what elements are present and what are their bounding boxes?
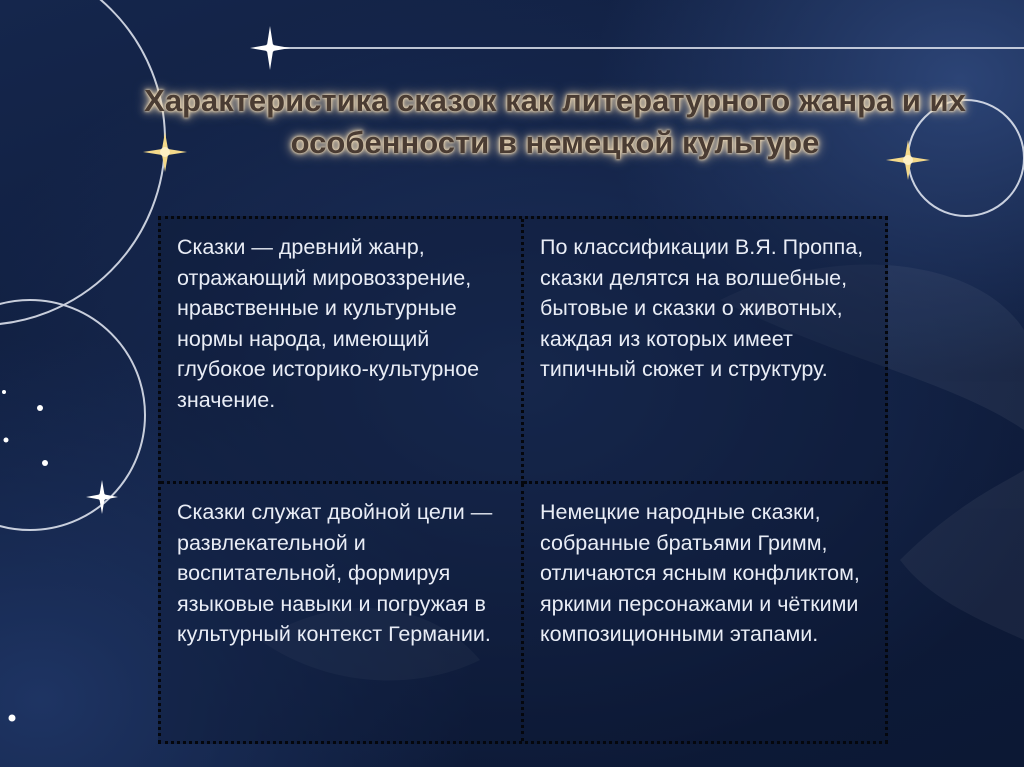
grid-cell-top-left: Сказки — древний жанр, отражающий мировоззрение, нравственные и культурные нормы народа, имеющий глубокое историко-культурное значение. bbox=[161, 219, 524, 484]
slide-title: Характеристика сказок как литературного жанра и их особенности в немецкой культуре bbox=[144, 83, 966, 160]
grid-cell-top-right: По классификации В.Я. Проппа, сказки делятся на волшебные, бытовые и сказки о животных, каждая из которых имеет типичный сюжет и структуру. bbox=[524, 219, 885, 484]
grid-cell-bottom-left: Сказки служат двойной цели — развлекательной и воспитательной, формируя языковые навыки и погружая в культурный контекст Германии. bbox=[161, 484, 524, 741]
content-grid bbox=[158, 216, 888, 744]
dot-star-icon bbox=[2, 390, 48, 722]
grid-cell-bottom-right: Немецкие народные сказки, собранные братьями Гримм, отличаются ясным конфликтом, яркими персонажами и чёткими композиционными этапами. bbox=[540, 500, 860, 646]
